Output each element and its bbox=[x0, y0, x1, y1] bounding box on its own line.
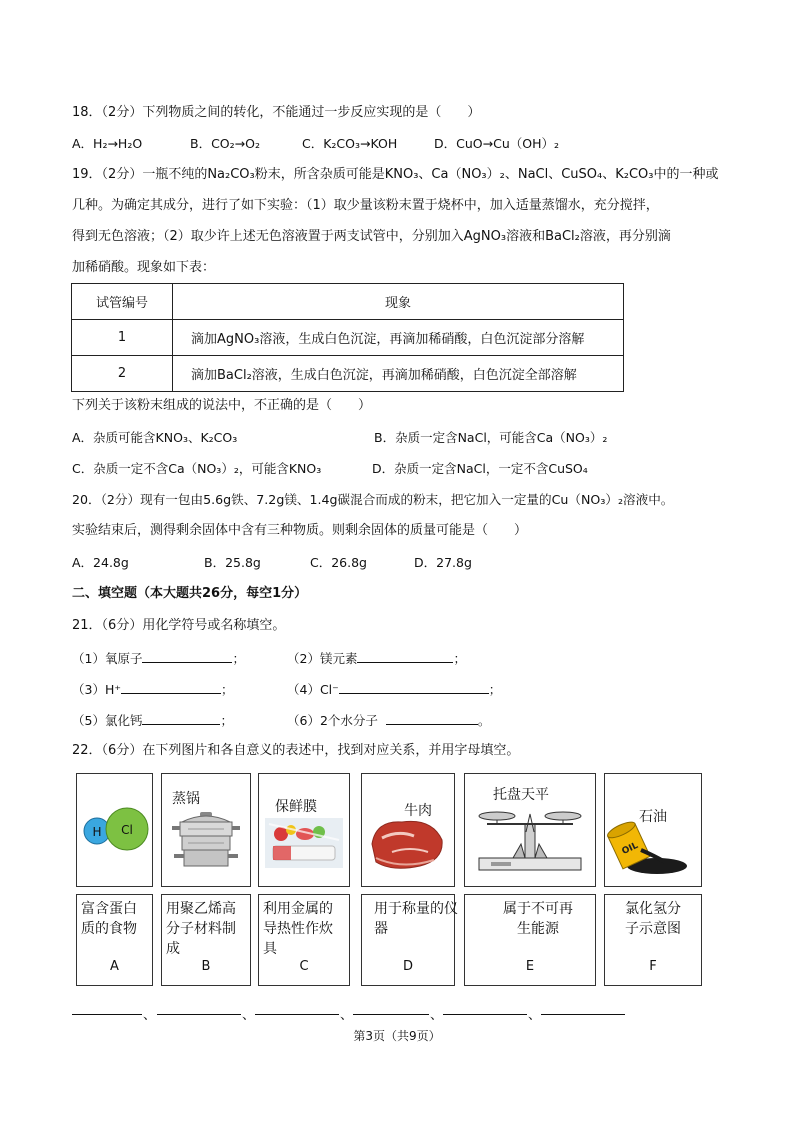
description-text: 富含蛋白质的食物 bbox=[81, 901, 137, 937]
description-letter: E bbox=[525, 959, 535, 974]
description-b bbox=[161, 894, 251, 986]
picture-steamer bbox=[161, 773, 251, 887]
cling-film-label: 保鲜膜 bbox=[275, 799, 317, 815]
picture-hcl-molecule bbox=[76, 773, 153, 887]
q20-line-1: 20．（2分）现有一包由5.6g铁、7.2g镁、1.4g碳混合而成的粉末，把它加入一定量的Cu（NO₃）₂溶液中。 bbox=[72, 492, 674, 507]
semicolon: ； bbox=[453, 651, 466, 666]
q19-option-c: C．杂质一定不含Ca（NO₃）₂，可能含KNO₃ bbox=[72, 461, 322, 476]
q19-table bbox=[71, 283, 624, 392]
description-f bbox=[604, 894, 702, 986]
separator: 、 bbox=[242, 1008, 256, 1023]
q21-item-6 bbox=[287, 710, 490, 730]
q20-option-d: D．27.8g bbox=[414, 555, 472, 570]
q21-item-3-label: （3）H⁺ bbox=[72, 682, 121, 697]
table-header-tube: 试管编号 bbox=[72, 284, 173, 320]
q22-answer-blank-1[interactable] bbox=[72, 1014, 142, 1015]
q20-option-a: A．24.8g bbox=[72, 555, 129, 570]
page-footer: 第3页（共9页） bbox=[353, 1029, 441, 1043]
q21-item-2-label: （2）镁元素 bbox=[287, 651, 358, 666]
description-letter: D bbox=[402, 959, 413, 974]
description-d bbox=[361, 894, 458, 986]
q21-item-4 bbox=[287, 679, 501, 699]
q19-option-d: D．杂质一定含NaCl，一定不含CuSO₄ bbox=[372, 461, 588, 476]
picture-petroleum bbox=[604, 773, 702, 887]
q19-line-3: 得到无色溶液；（2）取少许上述无色溶液置于两支试管中，分别加入AgNO₃溶液和BaCl₂溶液，再分别滴 bbox=[72, 229, 671, 244]
q21-answer-blank-5[interactable] bbox=[142, 710, 220, 725]
semicolon: ； bbox=[232, 651, 245, 666]
q21-item-5 bbox=[72, 710, 233, 730]
h-atom-label: H bbox=[92, 825, 102, 839]
table-cell-phenomenon: 滴加AgNO₃溶液，生成白色沉淀，再滴加稀硝酸，白色沉淀部分溶解 bbox=[173, 320, 624, 356]
q21-stem: 21．（6分）用化学符号或名称填空。 bbox=[72, 618, 286, 633]
beef-label: 牛肉 bbox=[404, 803, 432, 819]
q22-answer-blank-5[interactable] bbox=[443, 1014, 527, 1015]
separator: 、 bbox=[143, 1008, 157, 1023]
q21-answer-blank-1[interactable] bbox=[142, 648, 232, 663]
table-header-row bbox=[72, 284, 624, 320]
picture-balance bbox=[464, 773, 596, 887]
q22-answer-blank-6[interactable] bbox=[541, 1014, 625, 1015]
description-letter: F bbox=[649, 959, 657, 974]
separator: 、 bbox=[528, 1008, 542, 1023]
q18-option-b: B．CO₂→O₂ bbox=[190, 136, 260, 151]
q18-stem: 18．（2分）下列物质之间的转化，不能通过一步反应实现的是（ ） bbox=[72, 105, 481, 120]
description-text: 用聚乙烯高分子材料制成 bbox=[166, 901, 236, 957]
balance-icon bbox=[465, 774, 595, 886]
table-cell-phenomenon: 滴加BaCl₂溶液，生成白色沉淀，再滴加稀硝酸，白色沉淀全部溶解 bbox=[173, 356, 624, 392]
steamer-label: 蒸锅 bbox=[172, 791, 200, 807]
semicolon: ； bbox=[220, 713, 233, 728]
description-letter: B bbox=[201, 959, 211, 974]
period: 。 bbox=[477, 713, 491, 728]
q22-answer-blank-4[interactable] bbox=[353, 1014, 429, 1015]
description-e bbox=[464, 894, 596, 986]
steamer-icon bbox=[162, 774, 250, 886]
q20-line-2: 实验结束后，测得剩余固体中含有三种物质。则剩余固体的质量可能是（ ） bbox=[72, 523, 528, 538]
q18-option-a: A．H₂→H₂O bbox=[72, 136, 143, 151]
cl-atom-label: Cl bbox=[121, 823, 133, 837]
q22-answer-blank-2[interactable] bbox=[157, 1014, 241, 1015]
table-cell-tube: 2 bbox=[72, 356, 173, 392]
q22-stem: 22．（6分）在下列图片和各自意义的表述中，找到对应关系，并用字母填空。 bbox=[72, 743, 520, 758]
picture-beef bbox=[361, 773, 455, 887]
description-a bbox=[76, 894, 153, 986]
picture-cling-film bbox=[258, 773, 350, 887]
description-letter: C bbox=[299, 959, 309, 974]
table-row bbox=[72, 356, 624, 392]
balance-label: 托盘天平 bbox=[493, 787, 549, 803]
q19-line-4: 加稀硝酸。现象如下表： bbox=[72, 260, 216, 275]
separator: 、 bbox=[430, 1008, 444, 1023]
description-letter: A bbox=[110, 959, 119, 974]
q21-item-5-label: （5）氯化钙 bbox=[72, 713, 143, 728]
description-text: 属于不可再生能源 bbox=[503, 901, 573, 937]
q19-line-1: 19．（2分）一瓶不纯的Na₂CO₃粉末，所含杂质可能是KNO₃、Ca（NO₃）₂、NaCl、CuSO₄、K₂CO₃中的一种或 bbox=[72, 167, 719, 182]
semicolon: ； bbox=[220, 682, 234, 697]
petroleum-label: 石油 bbox=[639, 809, 667, 825]
q21-answer-blank-2[interactable] bbox=[357, 648, 453, 663]
description-text: 用于称量的仪器 bbox=[374, 901, 458, 937]
description-text: 氯化氢分子示意图 bbox=[625, 901, 681, 937]
table-row bbox=[72, 320, 624, 356]
q21-item-1-label: （1）氧原子 bbox=[72, 651, 143, 666]
oil-drum-text: OIL bbox=[620, 840, 640, 858]
cling-film-icon bbox=[259, 774, 349, 886]
q19-option-a: A．杂质可能含KNO₃、K₂CO₃ bbox=[72, 430, 238, 445]
q18-option-c: C．K₂CO₃→KOH bbox=[302, 136, 398, 151]
oil-barrel-icon bbox=[605, 774, 701, 886]
hcl-molecule-icon bbox=[77, 774, 152, 886]
q18-option-d: D．CuO→Cu（OH）₂ bbox=[434, 136, 559, 151]
description-c bbox=[258, 894, 350, 986]
q21-item-1 bbox=[72, 648, 245, 668]
q21-item-2 bbox=[287, 648, 466, 668]
beef-icon bbox=[362, 774, 454, 886]
q19-question: 下列关于该粉末组成的说法中，不正确的是（ ） bbox=[72, 398, 372, 413]
q21-answer-blank-4[interactable] bbox=[339, 679, 489, 694]
q21-answer-blank-6[interactable] bbox=[386, 710, 478, 725]
q21-answer-blank-3[interactable] bbox=[121, 679, 221, 694]
q21-item-6-label: （6）2个水分子 bbox=[287, 713, 378, 728]
q19-line-2: 几种。为确定其成分，进行了如下实验：（1）取少量该粉末置于烧杯中，加入适量蒸馏水，充分搅拌， bbox=[72, 198, 659, 213]
description-text: 利用金属的导热性作炊具 bbox=[263, 901, 333, 957]
q20-option-c: C．26.8g bbox=[310, 555, 367, 570]
table-cell-tube: 1 bbox=[72, 320, 173, 356]
table-header-phenomenon: 现象 bbox=[173, 284, 624, 320]
q20-option-b: B．25.8g bbox=[204, 555, 261, 570]
q21-item-4-label: （4）Cl⁻ bbox=[287, 682, 339, 697]
section-2-title: 二、填空题（本大题共26分，每空1分） bbox=[72, 586, 308, 601]
q21-item-3 bbox=[72, 679, 233, 699]
separator: 、 bbox=[340, 1008, 354, 1023]
q19-option-b: B．杂质一定含NaCl，可能含Ca（NO₃）₂ bbox=[374, 430, 608, 445]
semicolon: ； bbox=[488, 682, 502, 697]
q22-answer-blank-3[interactable] bbox=[255, 1014, 339, 1015]
